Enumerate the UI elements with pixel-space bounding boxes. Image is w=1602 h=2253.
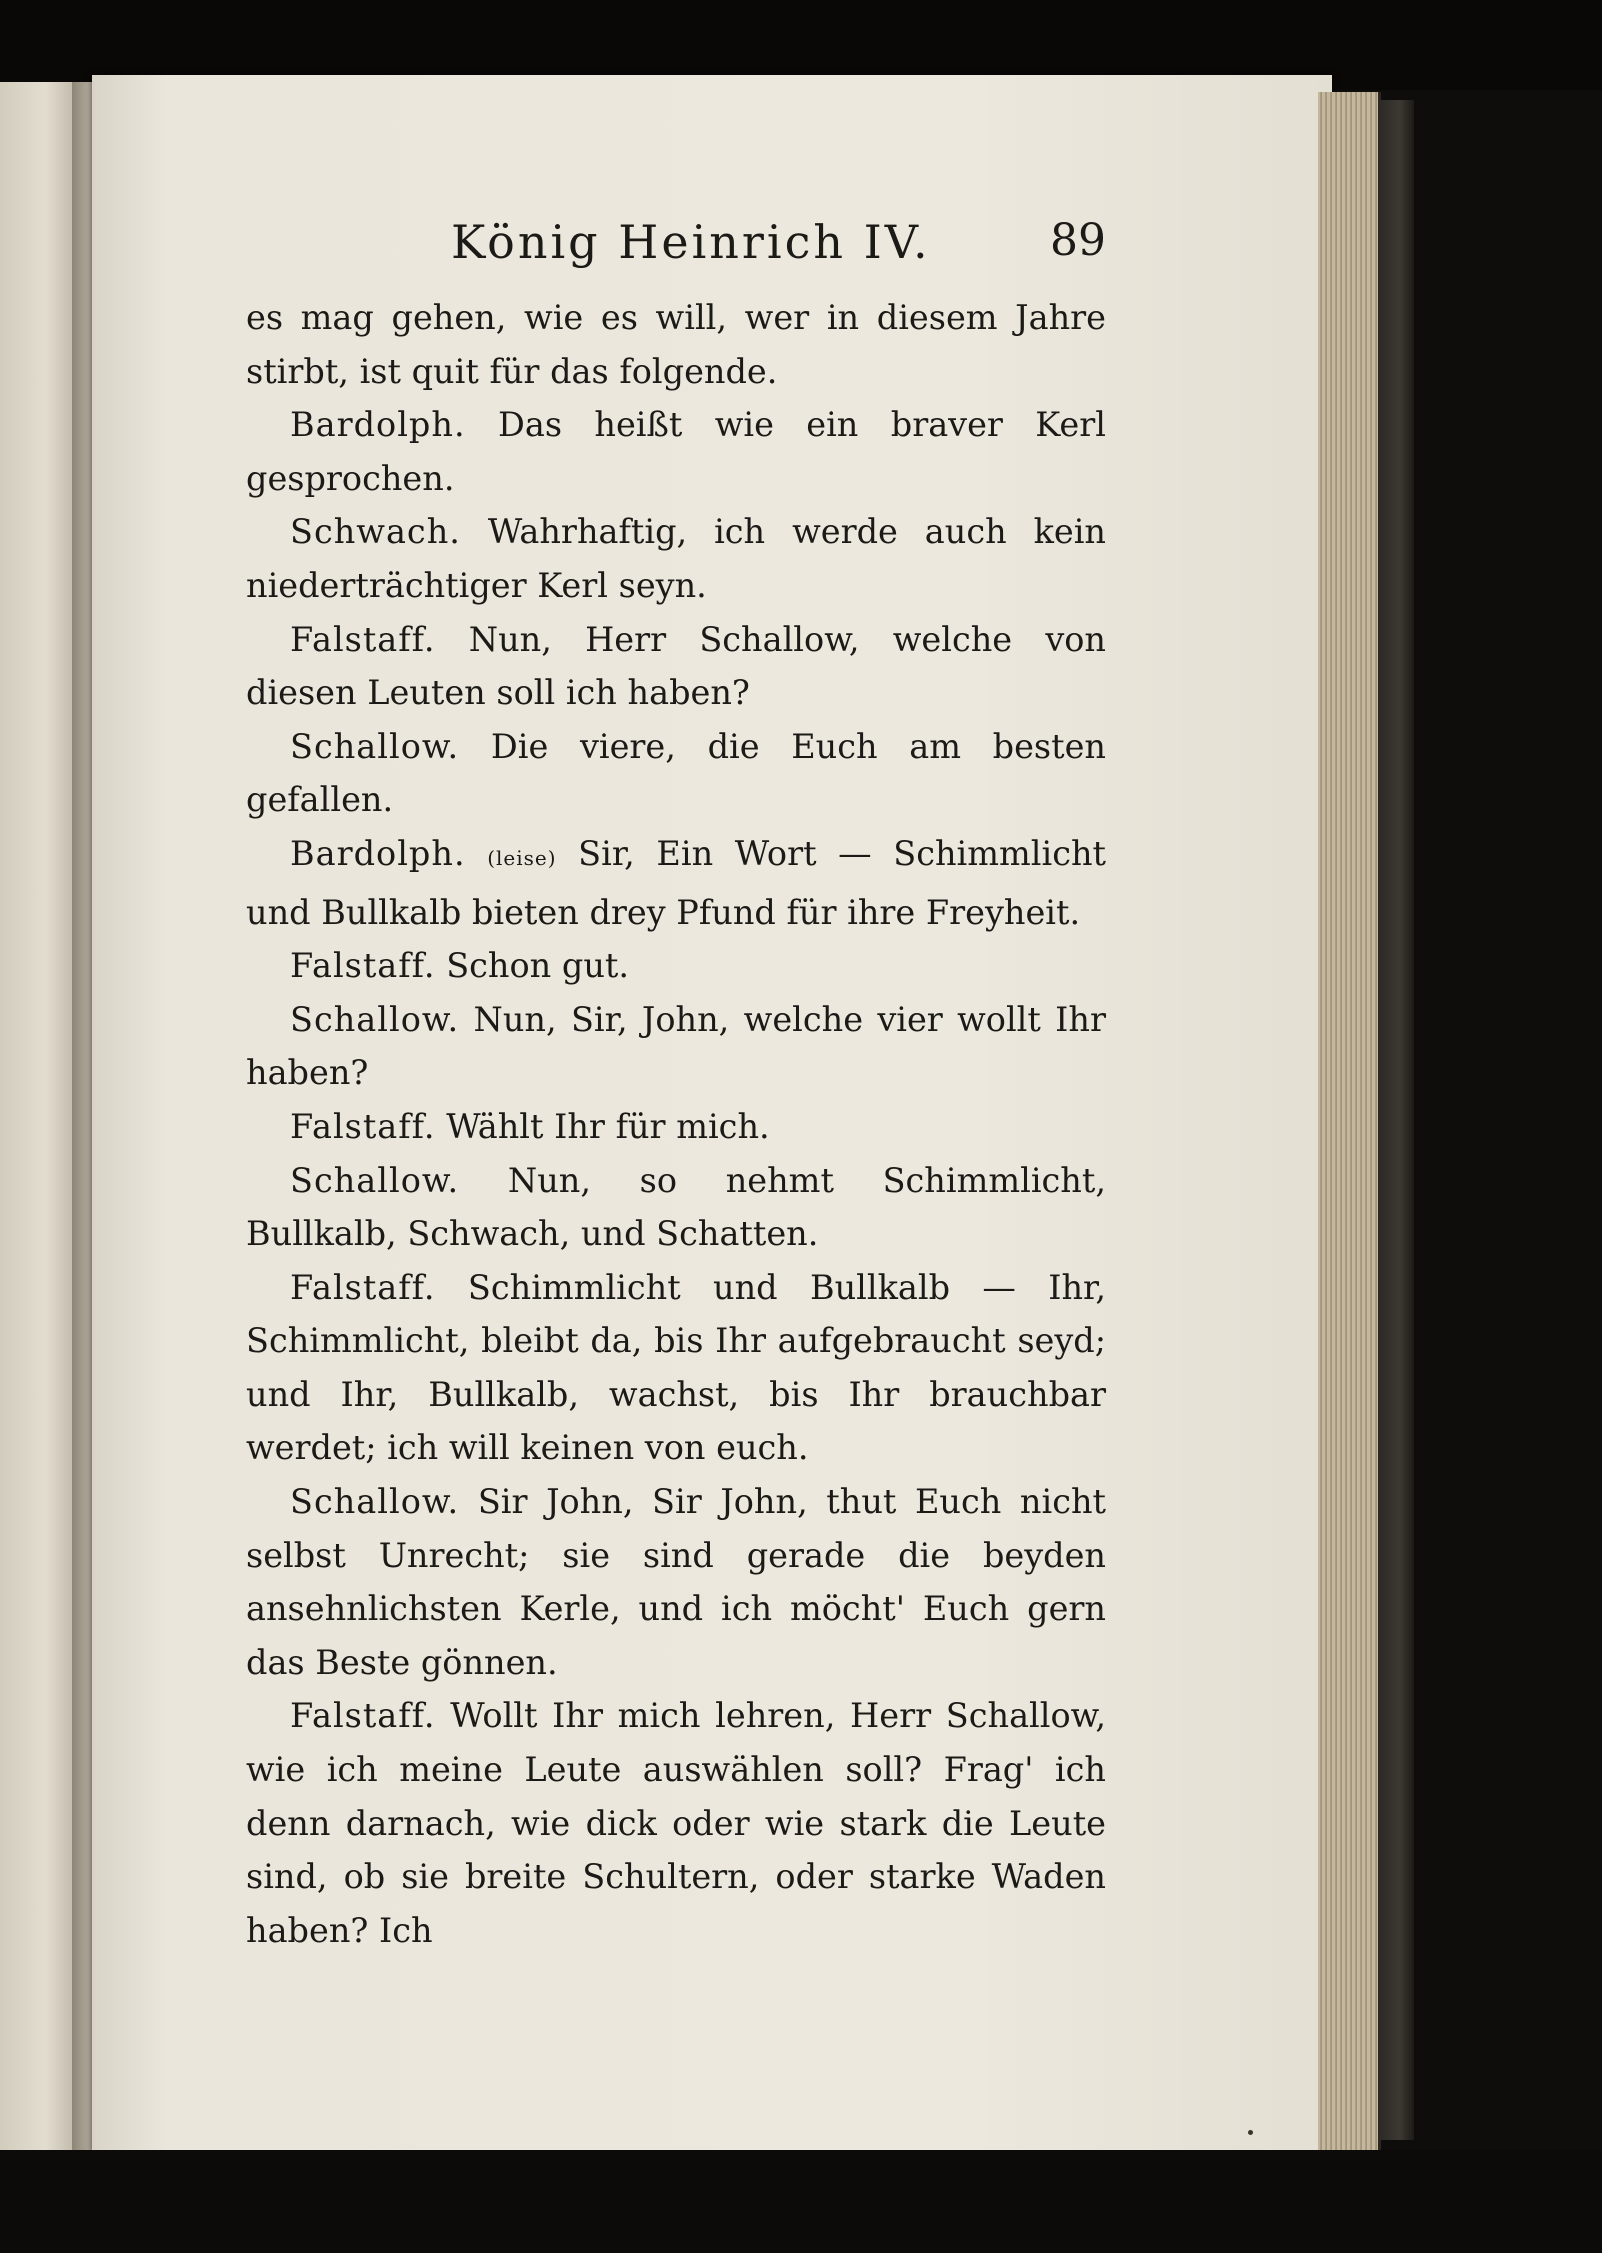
paragraph [246,505,1106,612]
paragraph [246,720,1106,827]
speaker-name: Falstaff. [290,1267,436,1307]
paragraph-text: es mag gehen, wie es will, wer in diesem Jahre stirbt, ist quit für das folgende. [246,298,1106,391]
paragraph-text: Sir John, Sir John, thut Euch nicht selbst Unrecht; sie sind gerade die beyden ansehnlichsten Kerle, und ich möcht' Euch gern das Beste gönnen. [246,1482,1106,1682]
paragraph-text: Sir, Ein Wort — Schimmlicht und Bullkalb bieten drey Pfund für ihre Freyheit. [246,833,1107,932]
paragraph-text: Nun, Sir, John, welche vier wollt Ihr haben? [246,999,1106,1093]
speaker-name: Falstaff. [290,946,436,986]
paragraph-text: Nun, Herr Schallow, welche von diesen Leuten soll ich haben? [246,619,1106,713]
paragraph [246,1100,1106,1154]
speaker-name: Schallow. [290,1482,460,1522]
paragraph-text: Wollt Ihr mich lehren, Herr Schallow, wie ich meine Leute auswählen soll? Frag' ich denn darnach, wie dick oder wie stark die Leute sind, ob sie breite Schultern, oder starke Waden haben? Ich [246,1696,1106,1950]
book-cover-edge [1378,100,1414,2140]
paragraph-text: Das heißt wie ein braver Kerl gesprochen. [246,405,1106,498]
speaker-name: Schallow. [290,726,460,766]
speaker-name: Falstaff. [290,619,436,659]
speaker-name: Bardolph. [290,833,466,873]
body-text [246,291,1106,1957]
paragraph [246,1261,1106,1475]
paragraph [246,291,1106,398]
paragraph [246,1689,1106,1957]
paragraph-text: Wahrhaftig, ich werde auch kein niederträchtiger Kerl seyn. [246,512,1106,605]
page-text [246,215,1106,1957]
speaker-name: Bardolph. [290,405,466,445]
speaker-name: Schallow. [290,1160,460,1200]
paper-speck [1248,2130,1253,2135]
stage-direction: (leise) [487,845,557,870]
paragraph-text: Schon gut. [446,946,630,986]
paragraph [246,827,1106,939]
page-fore-edge [1318,92,1381,2152]
paragraph [246,993,1106,1100]
paragraph [246,398,1106,505]
paragraph-text: Wählt Ihr für mich. [446,1106,770,1146]
paragraph [246,939,1106,993]
background-bottom [0,2150,1602,2253]
speaker-name: Schwach. [290,512,461,552]
paragraph-text: Schimmlicht und Bullkalb — Ihr, Schimmlicht, bleibt da, bis Ihr aufgebraucht seyd; und Ihr, Bullkalb, wachst, bis Ihr brauchbar werdet; ich will keinen von euch. [246,1267,1107,1468]
paragraph-text: Die viere, die Euch am besten gefallen. [246,726,1106,820]
running-head-title: König Heinrich IV. [451,215,931,269]
paragraph-text: Nun, so nehmt Schimmlicht, Bullkalb, Schwach, und Schatten. [246,1160,1106,1254]
paragraph [246,613,1106,720]
paragraph [246,1154,1106,1261]
speaker-name: Falstaff. [290,1106,436,1146]
speaker-name: Schallow. [290,999,460,1039]
speaker-name: Falstaff. [290,1696,436,1736]
page-number: 89 [1050,215,1106,266]
running-head [246,215,1106,277]
paragraph [246,1475,1106,1689]
